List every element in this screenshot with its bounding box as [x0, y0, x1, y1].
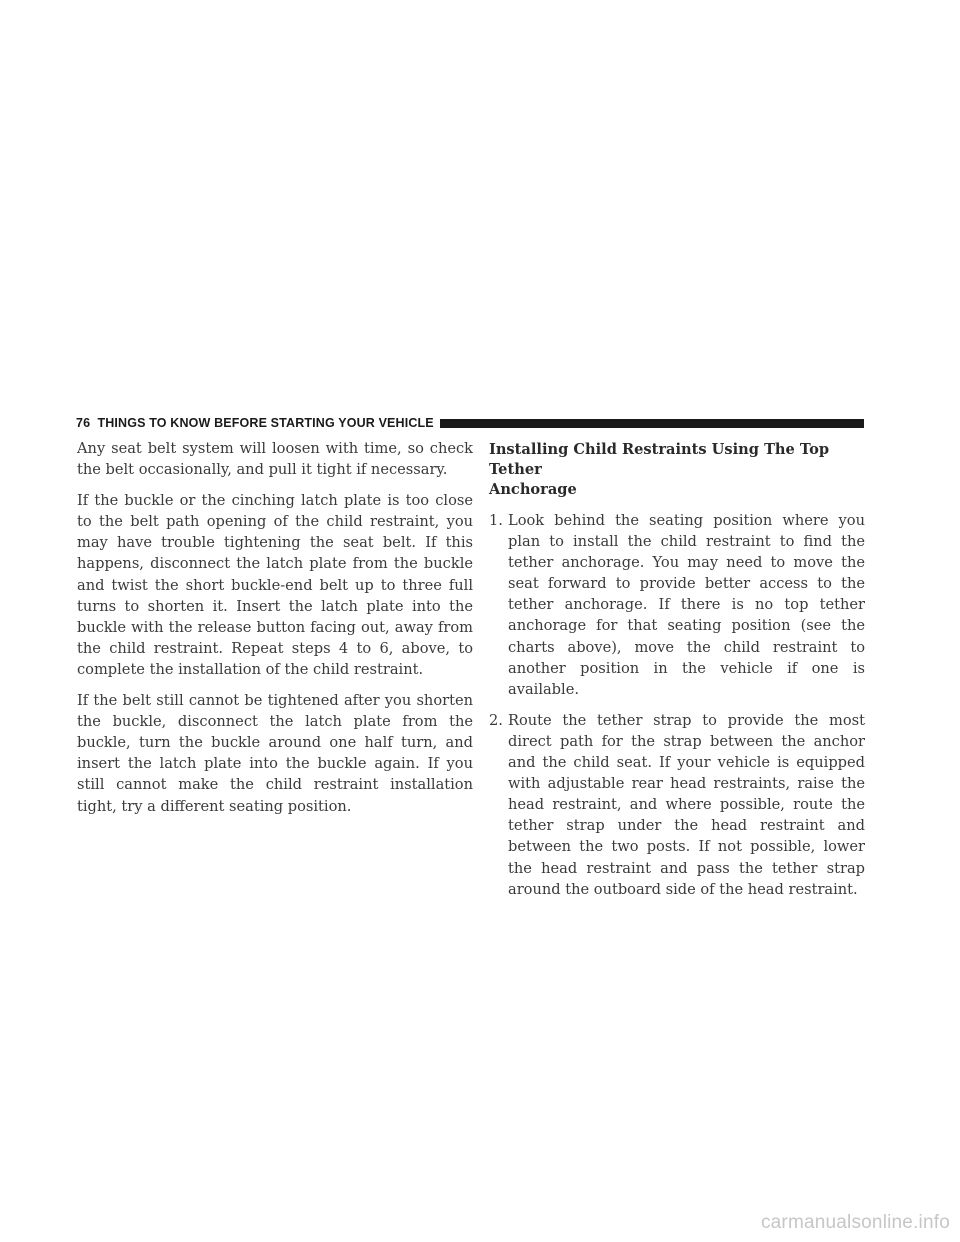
step-number: 2. — [489, 711, 503, 729]
right-column — [489, 438, 865, 910]
watermark: carmanualsonline.info — [760, 1212, 950, 1233]
paragraph: Any seat belt system will loosen with time, so check the belt occasionally, and pull it tight if necessary. — [77, 440, 473, 479]
section-heading-line2: Anchorage — [489, 481, 577, 498]
page-number: 76 — [76, 416, 91, 430]
step-text: Route the tether strap to provide the most direct path for the strap between the anchor and the child seat. If your vehicle is equipped with adjustable rear head restraints, raise the head restraint, and where possible, route the tether strap under the head restraint and between the two posts. If not possible, lower the head restraint and pass the tether strap around the outboard side of the head restraint. — [508, 711, 865, 898]
section-heading — [489, 440, 865, 500]
section-heading-line1: Installing Child Restraints Using The Top Tether — [489, 441, 830, 478]
header-rule — [440, 419, 864, 428]
page-header — [76, 415, 864, 431]
list-item — [489, 510, 865, 700]
paragraph: If the buckle or the cinching latch plate is too close to the belt path opening of the child restraint, you may have trouble tightening the seat belt. If this happens, disconnect the latch plate from the buckle and twist the short buckle-end belt up to three full turns to shorten it. Insert the latch plate into the buckle with the release button facing out, away from the child restraint. Repeat steps 4 to 6, above, to complete the installation of the child restraint. — [77, 492, 473, 678]
section-title: THINGS TO KNOW BEFORE STARTING YOUR VEHICLE — [97, 416, 434, 430]
paragraph: If the belt still cannot be tightened after you shorten the buckle, disconnect the latch plate from the buckle, turn the buckle around one half turn, and insert the latch plate into the buckle again. If you still cannot make the child restraint installation tight, try a different seating position. — [77, 692, 473, 815]
step-text: Look behind the seating position where you plan to install the child restraint to find the tether anchorage. You may need to move the seat forward to provide better access to the tether anchorage. If there is no top tether anchorage for that seating position (see the charts above), move the child restraint to another position in the vehicle if one is available. — [508, 512, 865, 698]
list-item — [489, 710, 865, 900]
left-column — [77, 438, 473, 827]
page-header-text — [76, 416, 440, 430]
step-number: 1. — [489, 512, 503, 529]
